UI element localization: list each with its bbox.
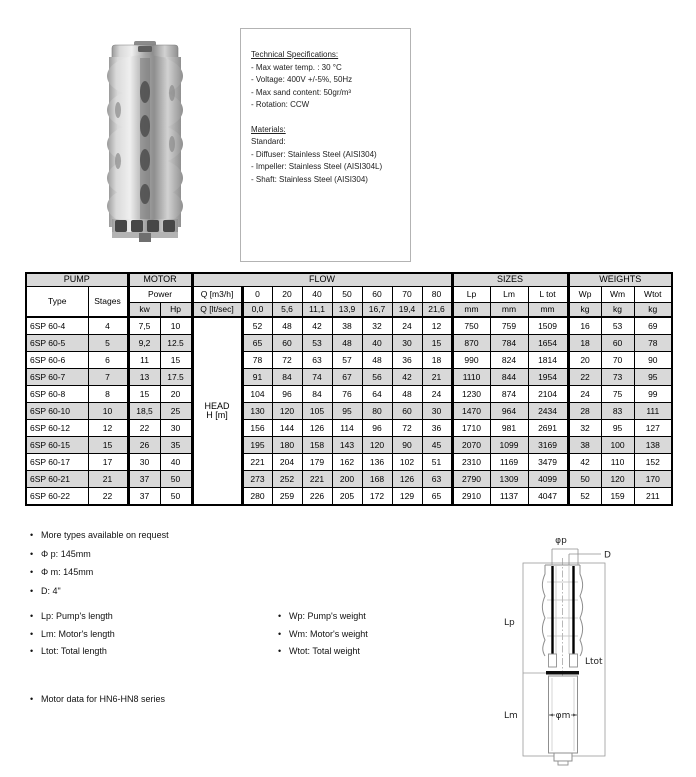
cell-flow: 40 [362,335,392,352]
cell-size: 981 [490,420,528,437]
cell-weight: 138 [634,437,672,454]
cell-flow: 12 [422,317,452,335]
cell-size: 1169 [490,454,528,471]
cell-flow: 259 [272,488,302,506]
cell-size: 2070 [452,437,490,454]
cell-flow: 48 [362,352,392,369]
cell-kw: 37 [128,471,160,488]
cell-weight: 60 [601,335,634,352]
pump-photo [92,36,202,248]
cell-flow: 42 [302,317,332,335]
cell-kw: 15 [128,386,160,403]
col-kw: kw [128,303,160,318]
tech-specs-list [251,62,404,112]
cell-stages: 10 [88,403,128,420]
cell-weight: 70 [601,352,634,369]
cell-type: 6SP 60-4 [26,317,88,335]
cell-hp: 50 [160,471,192,488]
col-flow-0: 0 [242,287,272,303]
cell-flow: 30 [392,335,422,352]
cell-flow: 45 [422,437,452,454]
col-power: Power [128,287,192,303]
cell-weight: 42 [568,454,601,471]
cell-stages: 6 [88,352,128,369]
cell-flow: 273 [242,471,272,488]
cell-hp: 15 [160,352,192,369]
cell-weight: 152 [634,454,672,471]
cell-weight: 78 [634,335,672,352]
cell-flow: 156 [242,420,272,437]
col-flow-80: 80 [422,287,452,303]
cell-flow: 114 [332,420,362,437]
cell-weight: 75 [601,386,634,403]
unit-flow: 5,6 [272,303,302,318]
cell-weight: 170 [634,471,672,488]
tech-spec-box [240,28,411,262]
cell-size: 1654 [528,335,568,352]
unit-flow: 19,4 [392,303,422,318]
materials-list [251,136,404,186]
cell-flow: 60 [272,335,302,352]
weight-legend-item: • Wp: Pump's weight [278,611,368,621]
note-item: • Φ m: 145mm [30,567,169,577]
col-flow-50: 50 [332,287,362,303]
cell-flow: 144 [272,420,302,437]
dimension-diagram [495,518,687,774]
cell-flow: 36 [392,352,422,369]
cell-kw: 37 [128,488,160,506]
cell-flow: 72 [272,352,302,369]
label-d: D [604,550,611,561]
cell-hp: 10 [160,317,192,335]
group-flow: FLOW [192,273,452,287]
material-line: - Impeller: Stainless Steel (AISI304L) [251,162,383,171]
tech-specs-heading: Technical Specifications: [251,50,339,59]
note-item: • More types available on request [30,530,169,540]
cell-hp: 25 [160,403,192,420]
cell-type: 6SP 60-7 [26,369,88,386]
cell-size: 2691 [528,420,568,437]
cell-weight: 110 [601,454,634,471]
col-size-Ltot: L tot [528,287,568,303]
cell-flow: 63 [302,352,332,369]
cell-kw: 18,5 [128,403,160,420]
pump-photo-illustration [92,36,202,246]
length-legend-item: • Lp: Pump's length [30,611,115,621]
cell-flow: 221 [302,471,332,488]
cell-size: 1954 [528,369,568,386]
col-stages: Stages [88,287,128,318]
cell-size: 3479 [528,454,568,471]
cell-flow: 76 [332,386,362,403]
cell-hp: 35 [160,437,192,454]
cell-flow: 104 [242,386,272,403]
cell-flow: 84 [272,369,302,386]
cell-type: 6SP 60-8 [26,386,88,403]
tech-spec-line: - Voltage: 400V +/-5%, 50Hz [251,75,353,84]
cell-size: 870 [452,335,490,352]
cell-type: 6SP 60-10 [26,403,88,420]
cell-flow: 226 [302,488,332,506]
label-lp: Lp [504,618,515,628]
cell-flow: 126 [392,471,422,488]
cell-type: 6SP 60-12 [26,420,88,437]
cell-type: 6SP 60-22 [26,488,88,506]
cell-flow: 15 [422,335,452,352]
cell-type: 6SP 60-5 [26,335,88,352]
cell-size: 2790 [452,471,490,488]
cell-kw: 7,5 [128,317,160,335]
cell-hp: 12.5 [160,335,192,352]
cell-size: 1137 [490,488,528,506]
cell-kw: 9,2 [128,335,160,352]
cell-flow: 158 [302,437,332,454]
spec-spacer [251,112,404,124]
cell-size: 2434 [528,403,568,420]
unit-flow: 13,9 [332,303,362,318]
length-legend [30,611,115,664]
cell-size: 964 [490,403,528,420]
cell-size: 4099 [528,471,568,488]
cell-flow: 168 [362,471,392,488]
cell-weight: 73 [601,369,634,386]
col-flow-40: 40 [302,287,332,303]
table-row [26,335,672,352]
table-row [26,420,672,437]
table-row [26,437,672,454]
cell-weight: 83 [601,403,634,420]
cell-flow: 30 [422,403,452,420]
cell-weight: 53 [601,317,634,335]
cell-flow: 130 [242,403,272,420]
cell-flow: 67 [332,369,362,386]
pump-data-table [25,272,673,506]
cell-weight: 18 [568,335,601,352]
col-weight-Wtot: Wtot [634,287,672,303]
col-weight-Wm: Wm [601,287,634,303]
notes-list [30,530,169,604]
cell-size: 1309 [490,471,528,488]
material-line: Standard: [251,137,286,146]
cell-flow: 105 [302,403,332,420]
cell-weight: 50 [568,471,601,488]
cell-flow: 38 [332,317,362,335]
cell-stages: 15 [88,437,128,454]
cell-weight: 90 [634,352,672,369]
label-lm: Lm [504,711,518,721]
cell-flow: 120 [272,403,302,420]
head-cell-line2: H [m] [206,410,228,420]
cell-hp: 50 [160,488,192,506]
cell-flow: 64 [362,386,392,403]
cell-weight: 20 [568,352,601,369]
motor-data-note: • Motor data for HN6-HN8 series [30,694,165,704]
length-legend-item: • Lm: Motor's length [30,629,115,639]
cell-flow: 90 [392,437,422,454]
cell-flow: 78 [242,352,272,369]
table-row [26,454,672,471]
cell-weight: 120 [601,471,634,488]
unit-kg: kg [568,303,601,318]
unit-kg: kg [601,303,634,318]
dimension-drawing [495,518,687,774]
head-cell-line1: HEAD [204,400,230,411]
cell-size: 824 [490,352,528,369]
cell-hp: 40 [160,454,192,471]
group-weights: WEIGHTS [568,273,672,287]
cell-size: 759 [490,317,528,335]
cell-size: 1470 [452,403,490,420]
cell-flow: 52 [242,317,272,335]
cell-flow: 65 [242,335,272,352]
materials-heading: Materials: [251,124,286,134]
tech-spec-line: - Max water temp. : 30 °C [251,62,342,72]
cell-weight: 38 [568,437,601,454]
cell-size: 3169 [528,437,568,454]
col-q-ltsec: Q [lt/sec] [192,303,242,318]
cell-weight: 100 [601,437,634,454]
cell-flow: 221 [242,454,272,471]
group-sizes: SIZES [452,273,568,287]
label-ltot: Ltot [585,657,603,667]
cell-stages: 4 [88,317,128,335]
unit-flow: 11,1 [302,303,332,318]
cell-flow: 96 [272,386,302,403]
cell-size: 2310 [452,454,490,471]
table-row [26,369,672,386]
weight-legend-item: • Wm: Motor's weight [278,629,368,639]
table-header-groups [26,273,672,287]
cell-flow: 136 [362,454,392,471]
material-line: - Shaft: Stainless Steel (AISI304) [251,174,368,184]
cell-flow: 80 [362,403,392,420]
unit-mm: mm [452,303,490,318]
cell-flow: 162 [332,454,362,471]
cell-flow: 51 [422,454,452,471]
cell-kw: 22 [128,420,160,437]
cell-flow: 24 [392,317,422,335]
weight-legend [278,611,368,664]
cell-size: 874 [490,386,528,403]
table-row [26,317,672,335]
cell-flow: 24 [422,386,452,403]
col-weight-Wp: Wp [568,287,601,303]
cell-flow: 96 [362,420,392,437]
cell-size: 1099 [490,437,528,454]
cell-size: 2104 [528,386,568,403]
table-row [26,403,672,420]
cell-size: 1710 [452,420,490,437]
cell-flow: 65 [422,488,452,506]
cell-flow: 204 [272,454,302,471]
unit-flow: 21,6 [422,303,452,318]
cell-kw: 13 [128,369,160,386]
cell-flow: 143 [332,437,362,454]
cell-kw: 26 [128,437,160,454]
group-pump: PUMP [26,273,128,287]
unit-flow: 0,0 [242,303,272,318]
cell-type: 6SP 60-21 [26,471,88,488]
cell-size: 990 [452,352,490,369]
cell-size: 1509 [528,317,568,335]
cell-type: 6SP 60-6 [26,352,88,369]
cell-stages: 17 [88,454,128,471]
cell-size: 1110 [452,369,490,386]
cell-flow: 60 [392,403,422,420]
cell-flow: 48 [332,335,362,352]
weight-legend-item: • Wtot: Total weight [278,646,368,656]
cell-weight: 111 [634,403,672,420]
cell-kw: 11 [128,352,160,369]
cell-flow: 72 [392,420,422,437]
cell-flow: 280 [242,488,272,506]
cell-flow: 205 [332,488,362,506]
cell-type: 6SP 60-17 [26,454,88,471]
cell-weight: 127 [634,420,672,437]
cell-size: 750 [452,317,490,335]
cell-stages: 22 [88,488,128,506]
cell-weight: 16 [568,317,601,335]
cell-size: 4047 [528,488,568,506]
cell-hp: 17.5 [160,369,192,386]
cell-weight: 95 [601,420,634,437]
cell-flow: 180 [272,437,302,454]
cell-flow: 195 [242,437,272,454]
cell-weight: 28 [568,403,601,420]
head-cell [192,317,242,505]
col-type: Type [26,287,88,318]
cell-size: 1230 [452,386,490,403]
cell-flow: 200 [332,471,362,488]
cell-stages: 8 [88,386,128,403]
cell-weight: 22 [568,369,601,386]
col-size-Lm: Lm [490,287,528,303]
cell-weight: 159 [601,488,634,506]
label-phi-m: φm [555,711,571,721]
unit-kg: kg [634,303,672,318]
cell-type: 6SP 60-15 [26,437,88,454]
cell-stages: 5 [88,335,128,352]
cell-flow: 172 [362,488,392,506]
cell-size: 2910 [452,488,490,506]
cell-flow: 48 [272,317,302,335]
cell-flow: 95 [332,403,362,420]
table-row [26,352,672,369]
col-flow-60: 60 [362,287,392,303]
cell-hp: 20 [160,386,192,403]
cell-weight: 69 [634,317,672,335]
table-row [26,488,672,506]
cell-weight: 24 [568,386,601,403]
table-header-cols [26,287,672,303]
cell-weight: 95 [634,369,672,386]
col-hp: Hp [160,303,192,318]
cell-stages: 7 [88,369,128,386]
cell-flow: 36 [422,420,452,437]
length-legend-item: • Ltot: Total length [30,646,115,656]
cell-flow: 126 [302,420,332,437]
cell-flow: 56 [362,369,392,386]
cell-flow: 48 [392,386,422,403]
cell-size: 784 [490,335,528,352]
cell-flow: 57 [332,352,362,369]
unit-mm: mm [490,303,528,318]
cell-flow: 179 [302,454,332,471]
table-row [26,386,672,403]
cell-flow: 74 [302,369,332,386]
cell-kw: 30 [128,454,160,471]
unit-flow: 16,7 [362,303,392,318]
cell-flow: 91 [242,369,272,386]
tech-spec-line: - Max sand content: 50gr/m³ [251,87,352,97]
col-flow-70: 70 [392,287,422,303]
note-item: • Φ p: 145mm [30,549,169,559]
cell-weight: 52 [568,488,601,506]
cell-stages: 12 [88,420,128,437]
cell-flow: 32 [362,317,392,335]
col-q-m3h: Q [m3/h] [192,287,242,303]
cell-flow: 120 [362,437,392,454]
tech-spec-line: - Rotation: CCW [251,100,310,109]
cell-flow: 42 [392,369,422,386]
col-size-Lp: Lp [452,287,490,303]
cell-weight: 32 [568,420,601,437]
cell-weight: 211 [634,488,672,506]
note-item: • D: 4" [30,586,169,596]
cell-flow: 129 [392,488,422,506]
unit-mm: mm [528,303,568,318]
cell-flow: 102 [392,454,422,471]
cell-flow: 21 [422,369,452,386]
cell-flow: 53 [302,335,332,352]
cell-stages: 21 [88,471,128,488]
cell-flow: 84 [302,386,332,403]
label-phi-p: φp [555,536,567,546]
col-flow-20: 20 [272,287,302,303]
cell-size: 1814 [528,352,568,369]
cell-weight: 99 [634,386,672,403]
cell-flow: 252 [272,471,302,488]
material-line: - Diffuser: Stainless Steel (AISI304) [251,149,377,159]
table-row [26,471,672,488]
group-motor: MOTOR [128,273,192,287]
cell-size: 844 [490,369,528,386]
cell-hp: 30 [160,420,192,437]
cell-flow: 18 [422,352,452,369]
cell-flow: 63 [422,471,452,488]
